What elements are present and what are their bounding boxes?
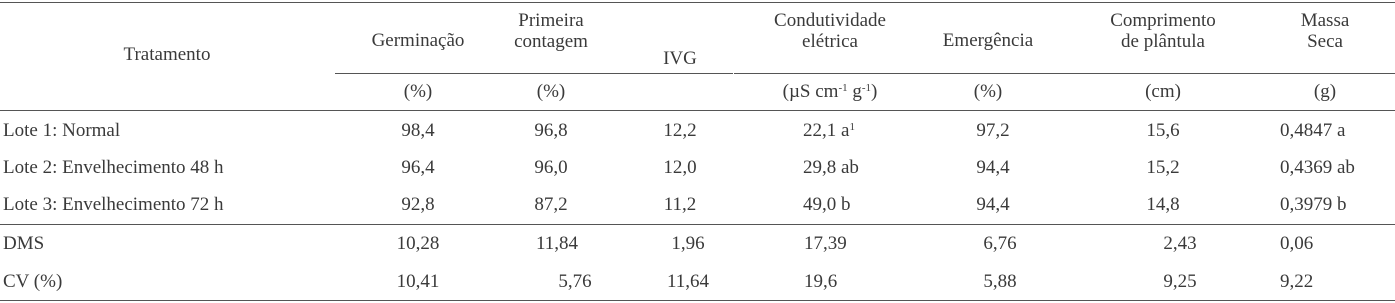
row2-conductivity: 29,8 ab (803, 157, 859, 178)
unit-first-count: (%) (536, 81, 566, 102)
units-rule-right (734, 73, 1395, 74)
dms-label: DMS (3, 233, 45, 254)
dms-germination: 10,28 (396, 233, 440, 254)
header-emergence: Emergência (942, 30, 1034, 51)
unit-emergence: (%) (973, 81, 1003, 102)
top-rule (0, 2, 1395, 3)
cv-label: CV (%) (3, 271, 63, 292)
row3-first-count: 87,2 (534, 194, 568, 215)
cv-conductivity: 19,6 (804, 271, 838, 292)
header-length-line1: Comprimento (1110, 10, 1216, 31)
row2-ivg: 12,0 (663, 157, 697, 178)
header-germination: Germinação (371, 30, 465, 51)
unit-conductivity: (µS $cm^{-1}$ $g^{-1}$) (782, 81, 878, 102)
header-conductivity-line1: Condutividade (774, 10, 886, 31)
row3-mass: 0,3979 b (1280, 194, 1347, 215)
bottom-rule (0, 300, 1395, 301)
dms-emergence: 6,76 (983, 233, 1017, 254)
cv-germination: 10,41 (396, 271, 440, 292)
row3-conductivity: 49,0 b (803, 194, 851, 215)
row3-ivg: 11,2 (663, 194, 697, 215)
row1-emergence: 97,2 (976, 120, 1010, 141)
dms-ivg: 1,96 (671, 233, 705, 254)
row1-germination: 98,4 (401, 120, 435, 141)
row2-mass: 0,4369 ab (1280, 157, 1355, 178)
dms-length: 2,43 (1163, 233, 1197, 254)
row1-length: 15,6 (1146, 120, 1180, 141)
header-mass-line1: Massa (1300, 10, 1350, 31)
row2-length: 15,2 (1146, 157, 1180, 178)
units-rule-left (335, 73, 733, 74)
dms-first-count: 11,84 (535, 233, 579, 254)
row1-ivg: 12,2 (663, 120, 697, 141)
row3-germination: 92,8 (401, 194, 435, 215)
unit-germination: (%) (403, 81, 433, 102)
dms-mass: 0,06 (1280, 233, 1314, 254)
row2-treatment: Lote 2: Envelhecimento 48 h (3, 157, 224, 178)
row1-treatment: Lote 1: Normal (3, 120, 121, 141)
header-first-count-line2: contagem (514, 31, 588, 52)
row3-treatment: Lote 3: Envelhecimento 72 h (3, 194, 224, 215)
header-conductivity-line2: elétrica (802, 31, 858, 52)
row2-first-count: 96,0 (534, 157, 568, 178)
cv-length: 9,25 (1163, 271, 1197, 292)
unit-mass: (g) (1313, 81, 1337, 102)
header-first-count-line1: Primeira (518, 10, 584, 31)
row3-emergence: 94,4 (976, 194, 1010, 215)
header-treatment: Tratamento (123, 44, 211, 65)
row1-mass: 0,4847 a (1280, 120, 1346, 141)
header-bottom-rule (0, 110, 1395, 111)
row2-germination: 96,4 (401, 157, 435, 178)
unit-length: (cm) (1145, 81, 1181, 102)
cv-mass: 9,22 (1280, 271, 1314, 292)
row1-first-count: 96,8 (534, 120, 568, 141)
cv-first-count: 5,76 (558, 271, 592, 292)
header-length-line2: de plântula (1121, 31, 1205, 52)
cv-emergence: 5,88 (983, 271, 1017, 292)
cv-ivg: 11,64 (666, 271, 710, 292)
stats-rule (0, 224, 1395, 225)
header-ivg: IVG (663, 48, 697, 69)
row2-emergence: 94,4 (976, 157, 1010, 178)
row3-length: 14,8 (1146, 194, 1180, 215)
header-mass-line2: Seca (1307, 31, 1343, 52)
row1-conductivity: 22,1 $a^1$ (803, 120, 855, 141)
dms-conductivity: 17,39 (804, 233, 847, 254)
